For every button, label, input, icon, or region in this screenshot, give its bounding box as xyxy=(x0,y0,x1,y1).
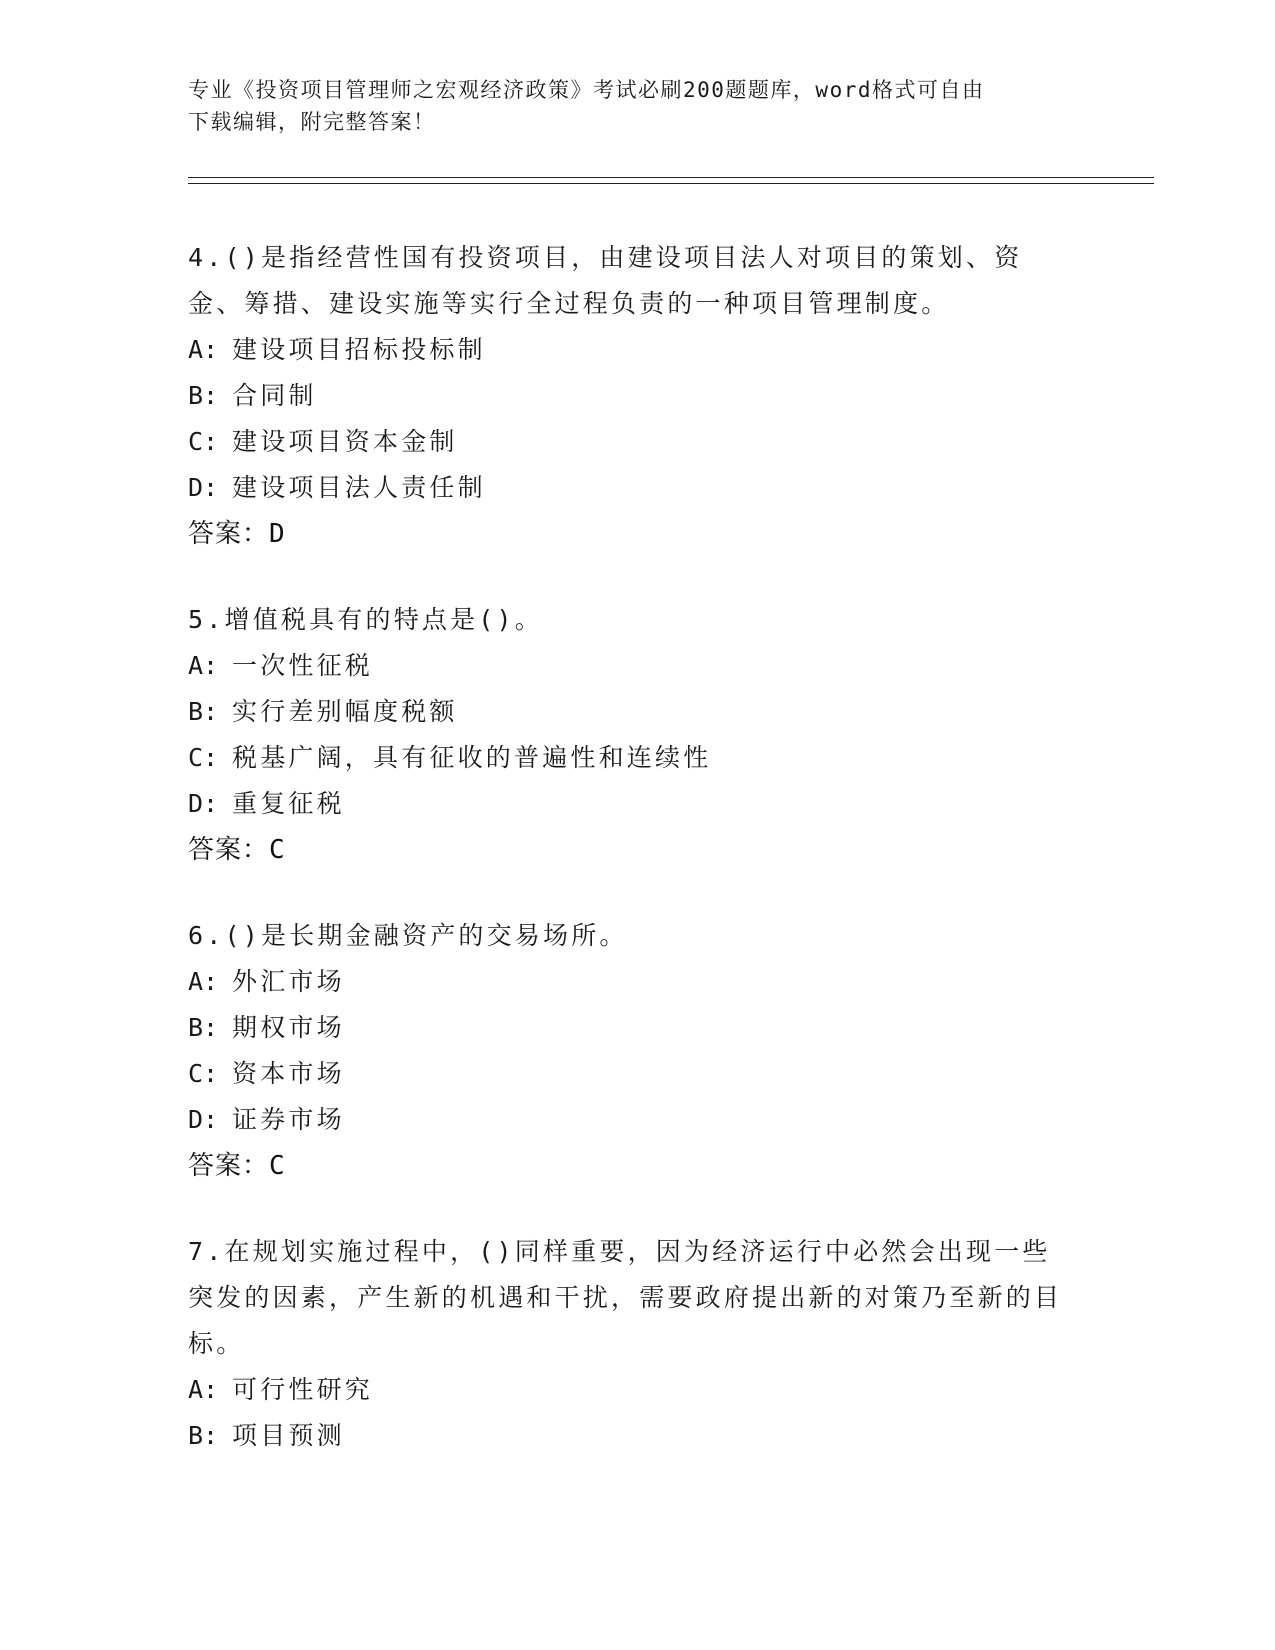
answer-line: 答案：C xyxy=(188,1151,286,1181)
header-divider-bottom xyxy=(188,183,1154,184)
option-a xyxy=(188,1367,1068,1413)
question-5 xyxy=(188,597,1068,873)
option-c xyxy=(188,735,1068,781)
question-4 xyxy=(188,235,1068,557)
option-text: 期权市场 xyxy=(232,1013,345,1042)
question-7 xyxy=(188,1229,1068,1459)
option-key: B: xyxy=(188,1013,219,1042)
option-text: 税基广阔，具有征收的普遍性和连续性 xyxy=(232,743,712,772)
question-stem: 6.()是长期金融资产的交易场所。 xyxy=(188,921,628,950)
header-line-2: 下载编辑，附完整答案！ xyxy=(188,110,436,134)
option-text: 资本市场 xyxy=(232,1059,345,1088)
option-text: 可行性研究 xyxy=(232,1375,374,1404)
option-text: 外汇市场 xyxy=(232,967,345,996)
option-key: B: xyxy=(188,697,219,726)
option-d xyxy=(188,465,1068,511)
question-6 xyxy=(188,913,1068,1189)
option-key: C: xyxy=(188,1059,219,1088)
option-b xyxy=(188,1413,1068,1459)
option-c xyxy=(188,419,1068,465)
option-c xyxy=(188,1051,1068,1097)
option-key: A: xyxy=(188,1375,219,1404)
option-a xyxy=(188,643,1068,689)
option-text: 建设项目招标投标制 xyxy=(232,335,486,364)
option-key: D: xyxy=(188,1105,219,1134)
option-key: B: xyxy=(188,381,219,410)
question-stem: 5.增值税具有的特点是()。 xyxy=(188,605,544,634)
option-text: 实行差别幅度税额 xyxy=(232,697,458,726)
header-line-1: 专业《投资项目管理师之宏观经济政策》考试必刷200题题库，word格式可自由 xyxy=(188,78,985,102)
option-a xyxy=(188,327,1068,373)
option-b xyxy=(188,689,1068,735)
option-d xyxy=(188,1097,1068,1143)
answer-line: 答案：D xyxy=(188,519,286,549)
option-d xyxy=(188,781,1068,827)
option-b xyxy=(188,1005,1068,1051)
option-text: 项目预测 xyxy=(232,1421,345,1450)
option-text: 重复征税 xyxy=(232,789,345,818)
option-text: 一次性征税 xyxy=(232,651,374,680)
option-b xyxy=(188,373,1068,419)
option-key: A: xyxy=(188,967,219,996)
option-text: 证券市场 xyxy=(232,1105,345,1134)
question-stem: 7.在规划实施过程中，()同样重要，因为经济运行中必然会出现一些突发的因素，产生新的机遇和干扰，需要政府提出新的对策乃至新的目标。 xyxy=(188,1237,1063,1358)
option-key: A: xyxy=(188,335,219,364)
header-divider-top xyxy=(188,177,1154,178)
option-key: B: xyxy=(188,1421,219,1450)
option-text: 建设项目资本金制 xyxy=(232,427,458,456)
option-key: C: xyxy=(188,427,219,456)
question-stem: 4.()是指经营性国有投资项目，由建设项目法人对项目的策划、资金、筹措、建设实施等实行全过程负责的一种项目管理制度。 xyxy=(188,243,1023,318)
document-header xyxy=(188,74,1068,138)
answer-line: 答案：C xyxy=(188,835,286,865)
option-text: 建设项目法人责任制 xyxy=(232,473,486,502)
option-key: D: xyxy=(188,789,219,818)
option-key: C: xyxy=(188,743,219,772)
question-list xyxy=(188,235,1068,1499)
option-a xyxy=(188,959,1068,1005)
option-key: A: xyxy=(188,651,219,680)
option-key: D: xyxy=(188,473,219,502)
option-text: 合同制 xyxy=(232,381,317,410)
